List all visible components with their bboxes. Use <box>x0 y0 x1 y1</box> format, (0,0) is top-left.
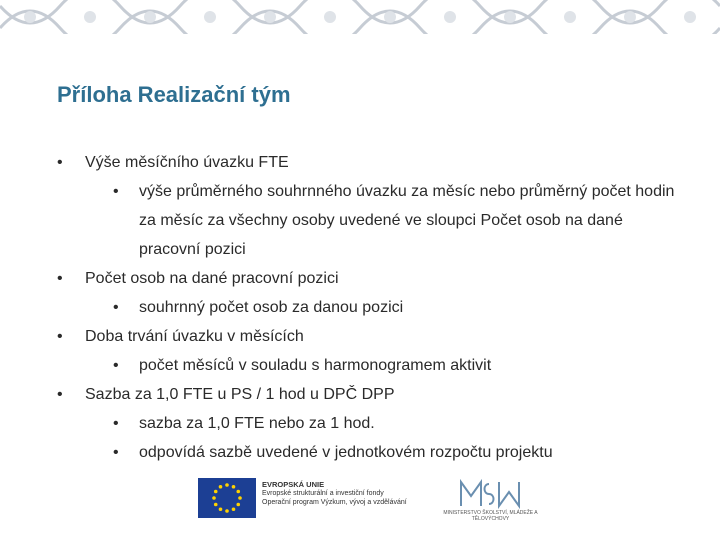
eu-star-icon <box>219 507 223 511</box>
list-item <box>57 380 687 409</box>
eu-logo-heading: EVROPSKÁ UNIE <box>262 480 325 489</box>
list-item-text: Počet osob na dané pracovní pozici <box>85 270 339 287</box>
sub-list-item <box>57 351 687 380</box>
sub-list-item-text: výše průměrného souhrnného úvazku za měsíc nebo průměrný počet hodin za měsíc za všechny osoby uvedené ve sloupci Počet osob na dané pracovní pozici <box>139 183 675 258</box>
eu-logo-text <box>262 480 432 507</box>
eu-star-icon <box>232 485 236 489</box>
bullet-icon: • <box>57 270 63 287</box>
sub-list-item <box>57 177 687 264</box>
sub-list-item <box>57 293 687 322</box>
bullet-icon: • <box>113 299 119 316</box>
header-pattern <box>0 0 720 34</box>
sub-list-item-text: odpovídá sazbě uvedené v jednotkovém rozpočtu projektu <box>139 444 553 461</box>
list-item <box>57 264 687 293</box>
eu-star-icon <box>212 496 216 500</box>
eu-logo-line: Operační program Výzkum, vývoj a vzdělávání <box>262 499 407 506</box>
bullet-icon: • <box>113 357 119 374</box>
eu-star-icon <box>236 490 240 494</box>
sub-list-item <box>57 409 687 438</box>
eu-star-icon <box>219 485 223 489</box>
list-item-text: Doba trvání úvazku v měsících <box>85 328 304 345</box>
list-item <box>57 148 687 177</box>
eu-star-icon <box>214 490 218 494</box>
sub-list-item-text: počet měsíců v souladu s harmonogramem aktivit <box>139 357 492 374</box>
eu-star-icon <box>238 496 242 500</box>
list-item <box>57 322 687 351</box>
eu-star-icon <box>214 503 218 507</box>
footer-logos <box>198 474 538 522</box>
bullet-icon: • <box>113 444 119 461</box>
eu-logo-line: Evropské strukturální a investiční fondy <box>262 490 384 497</box>
sub-list-item <box>57 438 687 467</box>
header-pattern-graphic <box>0 0 720 34</box>
eu-star-icon <box>236 503 240 507</box>
list-item-text: Výše měsíčního úvazku FTE <box>85 154 289 171</box>
bullet-icon: • <box>113 415 119 432</box>
list-item-text: Sazba za 1,0 FTE u PS / 1 hod u DPČ DPP <box>85 386 395 403</box>
eu-flag-icon <box>198 478 256 518</box>
bullet-icon: • <box>57 328 63 345</box>
bullet-icon: • <box>57 154 63 171</box>
eu-flag-stars <box>198 478 256 518</box>
bullet-list <box>57 148 687 467</box>
sub-list-item-text: souhrnný počet osob za danou pozici <box>139 299 404 316</box>
eu-star-icon <box>232 507 236 511</box>
slide-title: Příloha Realizační tým <box>57 82 291 107</box>
bullet-icon: • <box>57 386 63 403</box>
eu-star-icon <box>225 509 229 513</box>
eu-star-icon <box>225 483 229 487</box>
msmt-logo-text: MINISTERSTVO ŠKOLSTVÍ, MLÁDEŽE A TĚLOVÝCHOVY <box>443 510 538 522</box>
sub-list-item-text: sazba za 1,0 FTE nebo za 1 hod. <box>139 415 375 432</box>
bullet-icon: • <box>113 183 119 200</box>
